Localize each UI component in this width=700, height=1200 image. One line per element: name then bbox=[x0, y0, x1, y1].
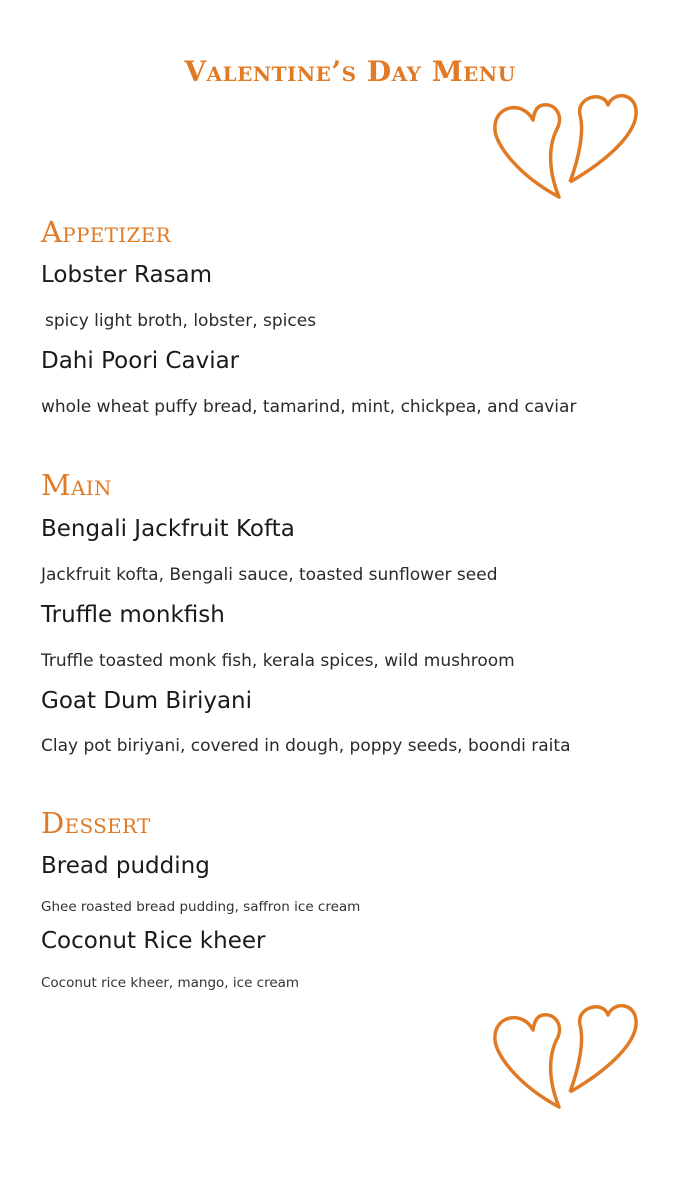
dish-name: Truffle monkfish bbox=[41, 602, 225, 628]
section-heading-appetizer: Appetizer bbox=[41, 215, 171, 249]
dish-name: Coconut Rice kheer bbox=[41, 928, 266, 954]
dish-name: Lobster Rasam bbox=[41, 262, 213, 288]
dish-description: Clay pot biriyani, covered in dough, poppy seeds, boondi raita bbox=[41, 736, 571, 756]
dish-name: Dahi Poori Caviar bbox=[41, 348, 240, 374]
double-hearts-icon bbox=[488, 85, 648, 215]
section-heading-dessert: Dessert bbox=[41, 806, 151, 840]
dish-name: Bread pudding bbox=[41, 853, 210, 879]
dish-description: Coconut rice kheer, mango, ice cream bbox=[41, 975, 300, 991]
dish-description: Jackfruit kofta, Bengali sauce, toasted sunflower seed bbox=[41, 565, 498, 585]
dish-description: Ghee roasted bread pudding, saffron ice cream bbox=[41, 899, 361, 915]
dish-name: Goat Dum Biriyani bbox=[41, 688, 253, 714]
section-heading-main: Main bbox=[41, 468, 112, 502]
menu-title: Valentine’s Day Menu bbox=[184, 55, 516, 88]
dish-description: Truffle toasted monk fish, kerala spices, wild mushroom bbox=[41, 651, 515, 671]
double-hearts-icon bbox=[488, 995, 648, 1125]
dish-description: whole wheat puffy bread, tamarind, mint, chickpea, and caviar bbox=[41, 397, 577, 417]
dish-description: spicy light broth, lobster, spices bbox=[45, 311, 317, 331]
dish-name: Bengali Jackfruit Kofta bbox=[41, 516, 295, 542]
